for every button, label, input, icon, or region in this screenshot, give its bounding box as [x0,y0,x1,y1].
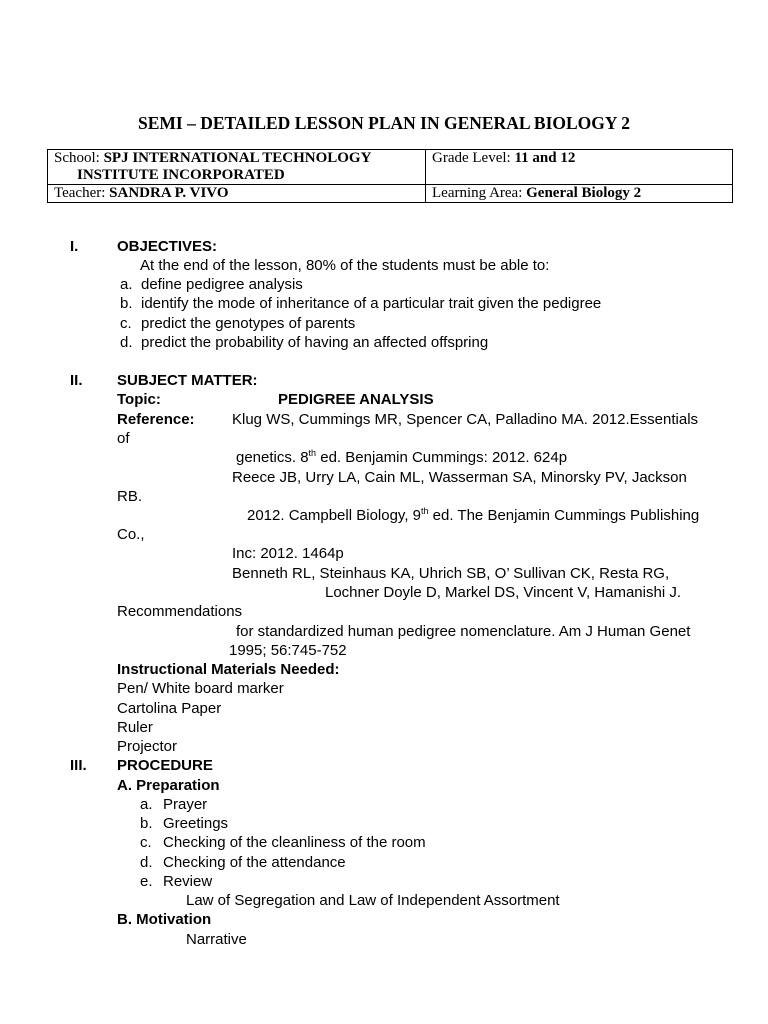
teacher-label: Teacher: [54,185,106,201]
material-item: Ruler [117,719,153,736]
teacher-cell [48,185,426,203]
reference-text: Klug WS, Cummings MR, Spencer CA, Palladino MA. 2012.Essentials [232,411,699,428]
topic-value: PEDIGREE ANALYSIS [278,391,434,408]
preparation-letter: a. [140,796,153,813]
learning-area-cell [426,185,733,203]
school-label: School: [54,150,100,166]
subject-matter-numeral: II. [70,372,83,389]
preparation-item: Prayer [163,796,208,813]
grade-label: Grade Level: [432,150,511,166]
reference-text: Benneth RL, Steinhaus KA, Uhrich SB, O’ Sullivan CK, Resta RG, [232,565,670,582]
objectives-numeral: I. [70,238,79,255]
reference-text: for standardized human pedigree nomenclature. Am J Human Genet [236,623,691,640]
objectives-intro: At the end of the lesson, 80% of the students must be able to: [140,257,550,274]
preparation-letter: e. [140,873,153,890]
reference-text: Recommendations [117,603,243,620]
reference-text: Inc: 2012. 1464p [232,545,344,562]
objective-item: identify the mode of inheritance of a particular trait given the pedigree [141,295,602,312]
topic-label: Topic: [117,391,161,408]
procedure-numeral: III. [70,757,87,774]
reference-text: Lochner Doyle D, Markel DS, Vincent V, Hamanishi J. [325,584,681,601]
school-name-line2: INSTITUTE INCORPORATED [77,167,285,183]
preparation-heading: A. Preparation [117,777,220,794]
material-item: Pen/ White board marker [117,680,284,697]
material-item: Cartolina Paper [117,700,222,717]
objective-letter: b. [120,295,133,312]
school-name-line1: SPJ INTERNATIONAL TECHNOLOGY [103,150,372,166]
objective-letter: a. [120,276,133,293]
preparation-item: Checking of the cleanliness of the room [163,834,426,851]
objective-item: define pedigree analysis [141,276,303,293]
lesson-info-table [47,149,733,203]
reference-text: Reece JB, Urry LA, Cain ML, Wasserman SA, Minorsky PV, Jackson [232,469,687,486]
motivation-detail: Narrative [186,931,247,948]
preparation-letter: d. [140,854,153,871]
objective-item: predict the genotypes of parents [141,315,356,332]
preparation-item: Greetings [163,815,229,832]
reference-label: Reference: [117,411,195,428]
reference-text: of [117,430,130,447]
motivation-heading: B. Motivation [117,911,212,928]
page-title: SEMI – DETAILED LESSON PLAN IN GENERAL BIOLOGY 2 [137,113,631,133]
materials-heading: Instructional Materials Needed: [117,661,340,678]
reference-text: RB. [117,488,143,505]
reference-text: 2012. Campbell Biology, 9th ed. The Benjamin Cummings Publishing [247,506,700,524]
objective-item: predict the probability of having an affected offspring [141,334,489,351]
preparation-item: Checking of the attendance [163,854,346,871]
grade-cell [426,150,733,185]
reference-text: genetics. 8th ed. Benjamin Cummings: 2012. 624p [236,448,568,466]
preparation-letter: c. [140,834,152,851]
objective-letter: c. [120,315,132,332]
teacher-name: SANDRA P. VIVO [109,185,229,201]
preparation-letter: b. [140,815,153,832]
learning-area-label: Learning Area: [432,185,523,201]
reference-text: Co., [117,526,145,543]
objectives-heading: OBJECTIVES: [117,238,218,255]
material-item: Projector [117,738,178,755]
info-row-2 [48,185,733,203]
review-detail: Law of Segregation and Law of Independent Assortment [186,892,560,909]
preparation-item: Review [163,873,213,890]
learning-area-value: General Biology 2 [526,185,642,201]
procedure-heading: PROCEDURE [117,757,213,774]
subject-matter-heading: SUBJECT MATTER: [117,372,258,389]
info-row-1 [48,150,733,185]
reference-text: 1995; 56:745-752 [229,642,347,659]
grade-value: 11 and 12 [514,150,576,166]
objective-letter: d. [120,334,133,351]
school-cell [48,150,426,185]
